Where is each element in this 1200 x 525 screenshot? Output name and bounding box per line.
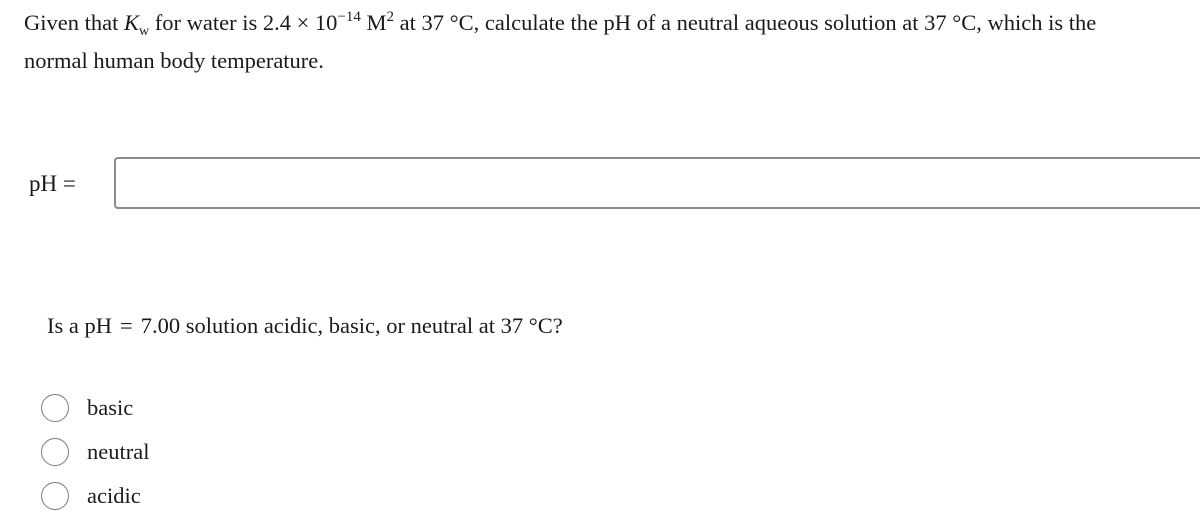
radio-acidic[interactable] [41,482,69,510]
ph-answer-row [28,157,1200,213]
question-value: for water is 2.4 × 10 [149,10,338,35]
equals-sign: = [119,313,133,338]
option-neutral[interactable] [41,436,241,480]
answer-options [41,392,241,524]
question-text [24,4,1200,80]
unit-exponent: 2 [386,9,395,25]
unit: M [360,10,387,35]
kw-subscript: w [139,24,150,39]
option-basic-label[interactable]: basic [87,395,134,420]
question-2-text [47,313,563,339]
question-line-1 [24,4,1200,42]
ph-label: pH = [29,171,76,196]
question-line-2: normal human body temperature. [24,48,324,73]
ph-input[interactable] [114,157,1200,209]
option-basic[interactable] [41,392,241,436]
exponent: −14 [337,9,361,25]
option-neutral-label[interactable]: neutral [87,439,150,464]
question-2-end: 7.00 solution acidic, basic, or neutral at 37 °C? [140,313,563,338]
question-intro: Given that [24,10,124,35]
question-2-start: Is a pH [47,313,112,338]
question-rest: at 37 °C, calculate the pH of a neutral aqueous solution at 37 °C, which is the [394,10,1097,35]
radio-neutral[interactable] [41,438,69,466]
option-acidic[interactable] [41,480,241,524]
radio-basic[interactable] [41,394,69,422]
option-acidic-label[interactable]: acidic [87,483,141,508]
kw-symbol: K [123,10,139,35]
